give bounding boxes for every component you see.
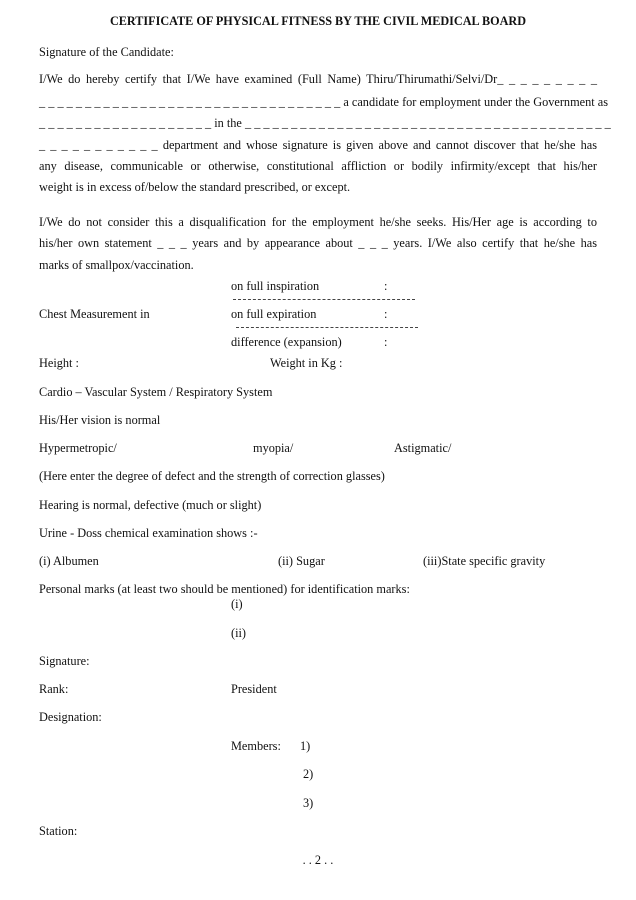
member-2: 2) — [303, 767, 314, 781]
vision-hypermetropic: Hypermetropic/ — [39, 441, 117, 455]
mark-1: (i) — [231, 597, 243, 611]
member-1: 1) — [300, 739, 311, 753]
height-label: Height : — [39, 356, 79, 370]
para2-line1: I/We do not consider this a disqualification for the employment he/she seeks. His/Her age is according to — [39, 215, 597, 229]
designation-label: Designation: — [39, 710, 102, 724]
members-label: Members: — [231, 739, 281, 753]
cardio-vascular-label: Cardio – Vascular System / Respiratory System — [39, 385, 273, 399]
para1-line4: _ _ _ _ _ _ _ _ _ _ _ department and whose signature is given above and cannot discover that he/she has — [39, 138, 597, 152]
page-number: . . 2 . . — [302, 853, 334, 867]
vision-myopia: myopia/ — [253, 441, 294, 455]
para2-line2: his/her own statement _ _ _ years and by appearance about _ _ _ years. I/We also certify that he/she has — [39, 236, 597, 250]
vision-astigmatic: Astigmatic/ — [394, 441, 452, 455]
president-label: President — [231, 682, 277, 696]
chest-inspiration-colon: : — [384, 279, 388, 293]
chest-difference-label: difference (expansion) — [231, 335, 342, 349]
chest-expiration-line — [236, 327, 418, 328]
urine-specific-gravity: (iii)State specific gravity — [423, 554, 546, 568]
chest-difference-colon: : — [384, 335, 388, 349]
urine-label: Urine - Doss chemical examination shows :- — [39, 526, 258, 540]
weight-label: Weight in Kg : — [270, 356, 343, 370]
para1-line3: _ _ _ _ _ _ _ _ _ _ _ _ _ _ _ _ _ _ _ in the _ _ _ _ _ _ _ _ _ _ _ _ _ _ _ _ _ _ _ _ _ _ _ _ _ _ _ _ _ _ _ _ _ _ _ _ _ _ _ _ — [39, 116, 611, 130]
chest-expiration-colon: : — [384, 307, 388, 321]
rank-label: Rank: — [39, 682, 69, 696]
para1-line5: any disease, communicable or otherwise, constitutional affliction or bodily infirmity/except that his/her — [39, 159, 597, 173]
candidate-signature-label: Signature of the Candidate: — [39, 45, 174, 59]
vision-normal-label: His/Her vision is normal — [39, 413, 161, 427]
chest-inspiration-label: on full inspiration — [231, 279, 320, 293]
chest-measurement-label: Chest Measurement in — [39, 307, 150, 321]
member-3: 3) — [303, 796, 314, 810]
personal-marks-label: Personal marks (at least two should be mentioned) for identification marks: — [39, 582, 410, 596]
station-label: Station: — [39, 824, 78, 838]
defect-note: (Here enter the degree of defect and the strength of correction glasses) — [39, 469, 385, 483]
urine-sugar: (ii) Sugar — [278, 554, 325, 568]
chest-expiration-label: on full expiration — [231, 307, 317, 321]
para1-line1: I/We do hereby certify that I/We have examined (Full Name) Thiru/Thirumathi/Selvi/Dr_ _ _ _ _ _ _ _ _ — [39, 72, 597, 86]
chest-inspiration-line — [233, 299, 415, 300]
hearing-label: Hearing is normal, defective (much or slight) — [39, 498, 262, 512]
para2-line3: marks of smallpox/vaccination. — [39, 258, 194, 272]
urine-albumen: (i) Albumen — [39, 554, 99, 568]
para1-line6: weight is in excess of/below the standard prescribed, or except. — [39, 180, 351, 194]
certificate-title: CERTIFICATE OF PHYSICAL FITNESS BY THE CIVIL MEDICAL BOARD — [109, 14, 527, 28]
mark-2: (ii) — [231, 626, 247, 640]
para1-line2: _ _ _ _ _ _ _ _ _ _ _ _ _ _ _ _ _ _ _ _ _ _ _ _ _ _ _ _ _ _ _ _ _ a candidate for employment under the Government as — [39, 95, 608, 109]
signature-label: Signature: — [39, 654, 90, 668]
